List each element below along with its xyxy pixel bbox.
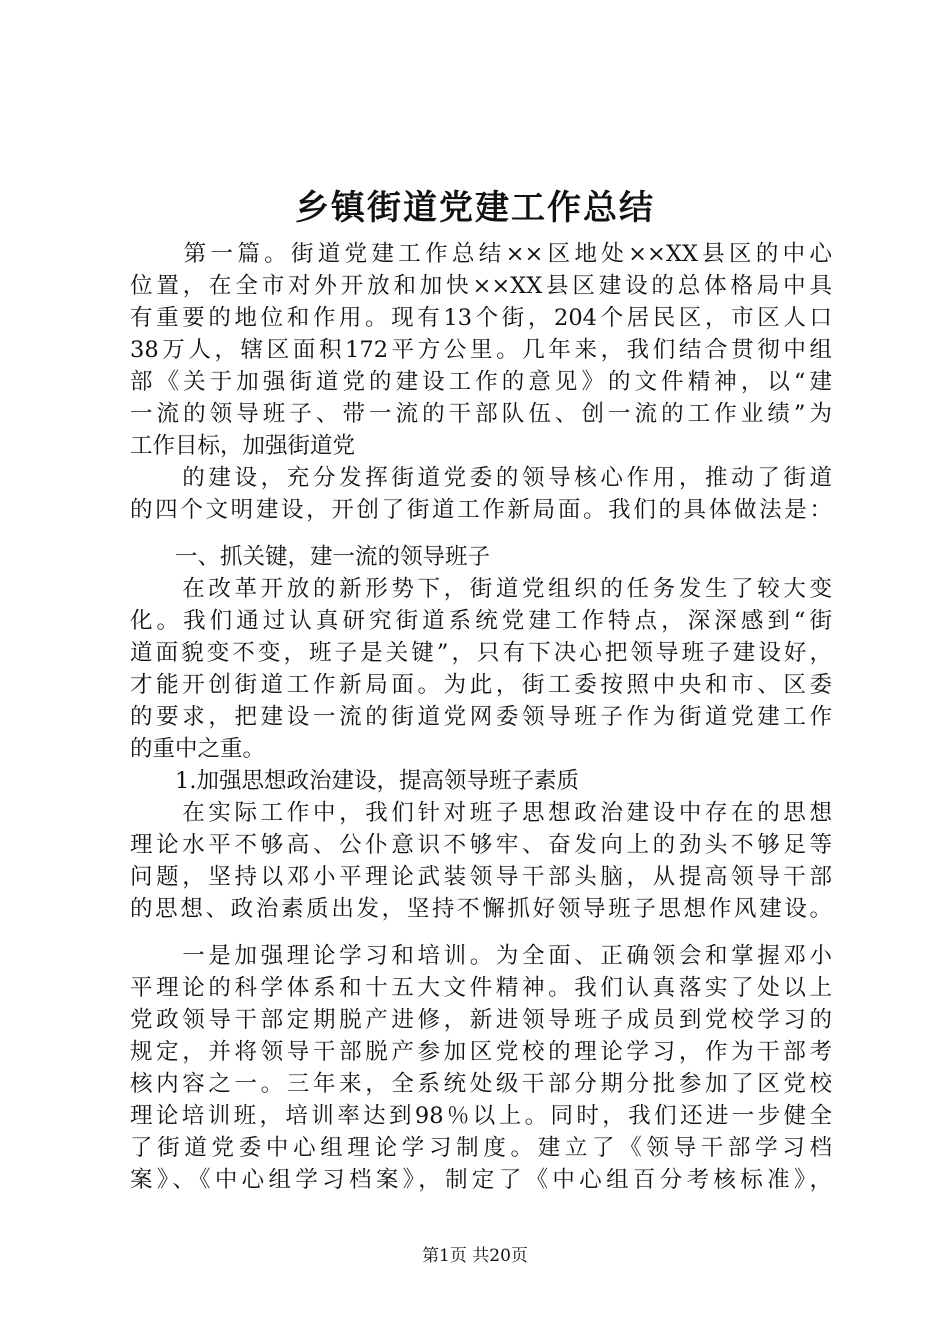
page-footer: 第1页 共20页 <box>422 1246 528 1266</box>
text-line: 案》、《中心组学习档案》，制定了《中心组百分考核标准》， <box>130 1167 832 1193</box>
text-line: 规定，并将领导干部脱产参加区党校的理论学习，作为干部考 <box>130 1039 832 1065</box>
text-line: 道面貌变不变，班子是关键”，只有下决心把领导班子建设好， <box>130 640 832 666</box>
text-line: 的要求，把建设一流的街道党网委领导班子作为街道党建工作 <box>130 704 832 730</box>
text-line: 的四个文明建设，开创了街道工作新局面。我们的具体做法是： <box>130 497 832 523</box>
text-line: 的建设，充分发挥街道党委的领导核心作用，推动了街道 <box>130 465 832 491</box>
text-line: 理论培训班，培训率达到98％以上。同时，我们还进一步健全 <box>130 1103 832 1129</box>
text-line: 理论水平不够高、公仆意识不够牢、奋发向上的劲头不够足等 <box>130 832 832 858</box>
text-line: 党政领导干部定期脱产进修，新进领导班子成员到党校学习的 <box>130 1007 832 1033</box>
text-line: 才能开创街道工作新局面。为此，街工委按照中央和市、区委 <box>130 672 832 698</box>
text-line: 一、抓关键，建一流的领导班子 <box>130 544 491 570</box>
document-title: 乡镇街道党建工作总结 <box>295 188 655 228</box>
paragraph-gap <box>130 526 832 541</box>
text-line: 化。我们通过认真研究街道系统党建工作特点，深深感到“街 <box>130 608 832 634</box>
text-line: 第一篇。街道党建工作总结××区地处××XX县区的中心 <box>130 241 832 267</box>
text-line: 在改革开放的新形势下，街道党组织的任务发生了较大变 <box>130 576 832 602</box>
text-line: 核内容之一。三年来，全系统处级干部分期分批参加了区党校 <box>130 1071 832 1097</box>
text-line: 问题，坚持以邓小平理论武装领导干部头脑，从提高领导干部 <box>130 864 832 890</box>
document-body <box>130 238 832 1196</box>
text-line: 一是加强理论学习和培训。为全面、正确领会和掌握邓小 <box>130 943 832 969</box>
text-line: 了街道党委中心组理论学习制度。建立了《领导干部学习档 <box>130 1135 832 1161</box>
text-line: 有重要的地位和作用。现有13个街，204个居民区，市区人口 <box>130 305 832 331</box>
text-line: 部《关于加强街道党的建设工作的意见》的文件精神，以“建 <box>130 369 832 395</box>
text-line: 工作目标，加强街道党 <box>130 433 356 459</box>
paragraph-gap <box>130 925 832 940</box>
text-line: 一流的领导班子、带一流的干部队伍、创一流的工作业绩”为 <box>130 401 832 427</box>
text-line: 的思想、政治素质出发，坚持不懈抓好领导班子思想作风建设。 <box>130 896 832 922</box>
text-line: 在实际工作中，我们针对班子思想政治建设中存在的思想 <box>130 800 832 826</box>
text-line: 1.加强思想政治建设，提高领导班子素质 <box>130 768 579 794</box>
text-line: 平理论的科学体系和十五大文件精神。我们认真落实了处以上 <box>130 975 832 1001</box>
text-line: 位置，在全市对外开放和加快××XX县区建设的总体格局中具 <box>130 273 832 299</box>
text-line: 38万人，辖区面积172平方公里。几年来，我们结合贯彻中组 <box>130 337 832 363</box>
text-line: 的重中之重。 <box>130 736 266 762</box>
